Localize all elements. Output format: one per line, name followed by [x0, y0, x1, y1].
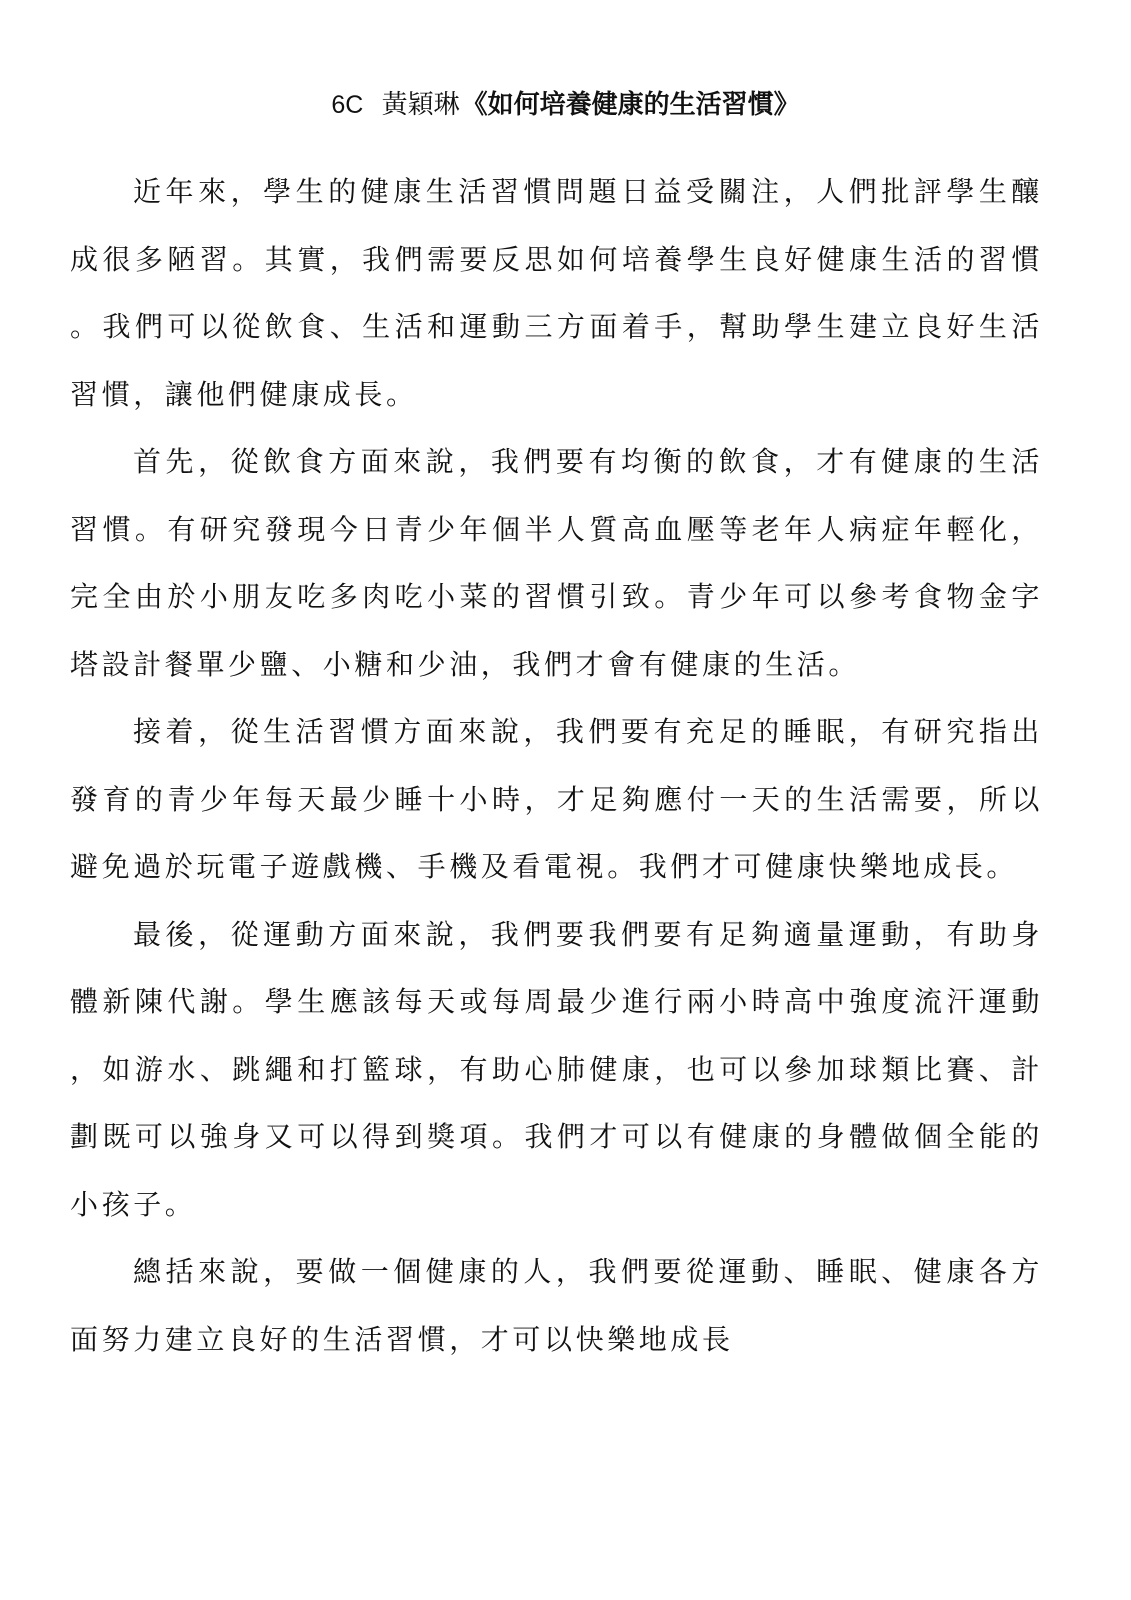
essay-title — [0, 88, 1131, 122]
essay-body — [70, 158, 1043, 1373]
paragraph-sleep: 接着，從生活習慣方面來說，我們要有充足的睡眠，有研究指出發育的青少年每天最少睡十小時，才足夠應付一天的生活需要，所以避免過於玩電子遊戲機、手機及看電視。我們才可健康快樂地成長。 — [70, 715, 1043, 883]
class-label: 6C — [331, 91, 364, 119]
paragraph-conclusion: 總括來說，要做一個健康的人，我們要從運動、睡眠、健康各方面努力建立良好的生活習慣，才可以快樂地成長 — [70, 1255, 1043, 1356]
paragraph-diet: 首先，從飲食方面來說，我們要有均衡的飲食，才有健康的生活習慣。有研究發現今日青少年個半人質高血壓等老年人病症年輕化，完全由於小朋友吃多肉吃小菜的習慣引致。青少年可以參考食物金字塔設計餐單少鹽、小糖和少油，我們才會有健康的生活。 — [70, 445, 1043, 681]
paragraph-intro: 近年來，學生的健康生活習慣問題日益受關注，人們批評學生釀成很多陋習。其實，我們需要反思如何培養學生良好健康生活的習慣。我們可以從飲食、生活和運動三方面着手，幫助學生建立良好生活習慣，讓他們健康成長。 — [70, 175, 1043, 411]
essay-name: 《如何培養健康的生活習慣》 — [461, 90, 800, 120]
paragraph-exercise: 最後，從運動方面來說，我們要我們要有足夠適量運動，有助身體新陳代謝。學生應該每天或每周最少進行兩小時高中強度流汗運動，如游水、跳繩和打籃球，有助心肺健康，也可以參加球類比賽、計劃既可以強身又可以得到獎項。我們才可以有健康的身體做個全能的小孩子。 — [70, 917, 1043, 1221]
author-name: 黃穎琳 — [381, 90, 460, 120]
